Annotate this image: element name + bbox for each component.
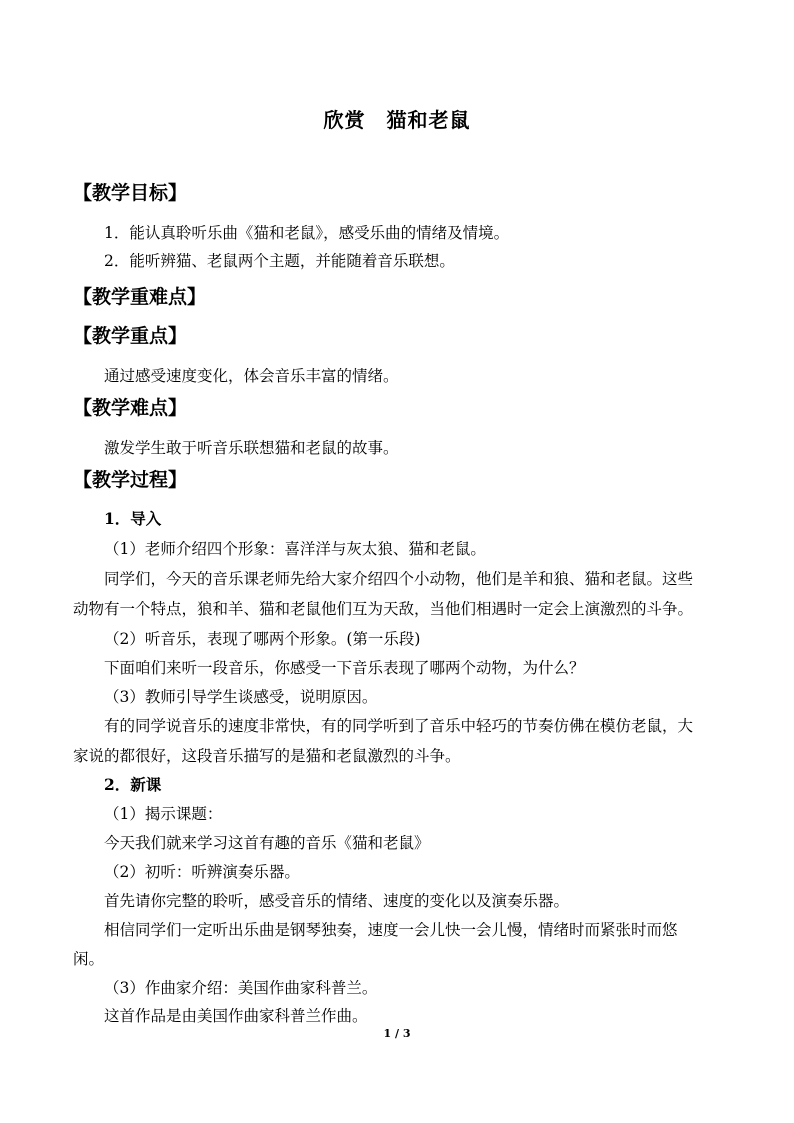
step-1-item-c: （2）听音乐，表现了哪两个形象。(第一乐段) [104, 630, 421, 648]
step-2-paragraph-e-line2: 闲。 [73, 950, 105, 968]
step-1-item-a: （1）老师介绍四个形象：喜洋洋与灰太狼、猫和老鼠。 [104, 540, 486, 558]
step-2-paragraph-b: 今天我们就来学习这首有趣的音乐《猫和老鼠》 [104, 834, 430, 852]
page-title: 欣赏 猫和老鼠 [323, 108, 471, 132]
step-2-item-f: （3）作曲家介绍：美国作曲家科普兰。 [104, 979, 378, 997]
step-2-paragraph-g: 这首作品是由美国作曲家科普兰作曲。 [104, 1007, 368, 1025]
difficult-points-text: 激发学生敢于听音乐联想猫和老鼠的故事。 [104, 439, 399, 457]
goal-item-1: 1．能认真聆听乐曲《猫和老鼠》，感受乐曲的情绪及情境。 [104, 224, 510, 242]
step-1-paragraph-b-line1: 同学们，今天的音乐课老师先给大家介绍四个小动物，他们是羊和狼、猫和老鼠。这些 [104, 570, 694, 588]
goal-item-2: 2．能听辨猫、老鼠两个主题，并能随着音乐联想。 [104, 252, 455, 270]
step-2-item-a: （1）揭示课题： [104, 805, 223, 823]
step-1-title: 1．导入 [104, 509, 162, 528]
step-2-paragraph-d: 首先请你完整的聆听，感受音乐的情绪、速度的变化以及演奏乐器。 [104, 892, 570, 910]
step-2-item-c: （2）初听：听辨演奏乐器。 [104, 863, 300, 881]
step-1-paragraph-f-line1: 有的同学说音乐的速度非常快，有的同学听到了音乐中轻巧的节奏仿佛在模仿老鼠，大 [104, 717, 694, 735]
heading-key-difficult: 【教学重难点】 [73, 286, 207, 308]
heading-key-points: 【教学重点】 [73, 325, 188, 347]
step-1-paragraph-f-line2: 家说的都很好，这段音乐描写的是猫和老鼠激烈的斗争。 [73, 747, 461, 765]
step-2-paragraph-e-line1: 相信同学们一定听出乐曲是钢琴独奏，速度一会儿快一会儿慢，情绪时而紧张时而悠 [104, 921, 678, 939]
step-1-paragraph-d: 下面咱们来听一段音乐，你感受一下音乐表现了哪两个动物，为什么？ [104, 659, 585, 677]
heading-teaching-goals: 【教学目标】 [73, 182, 188, 204]
heading-difficult-points: 【教学难点】 [73, 397, 188, 419]
heading-teaching-process: 【教学过程】 [73, 469, 188, 491]
step-2-title: 2．新课 [104, 775, 162, 794]
key-points-text: 通过感受速度变化，体会音乐丰富的情绪。 [104, 367, 399, 385]
step-1-paragraph-b-line2: 动物有一个特点，狼和羊、猫和老鼠他们互为天敌，当他们相遇时一定会上演激烈的斗争。 [73, 600, 694, 618]
step-1-item-e: （3）教师引导学生谈感受，说明原因。 [104, 688, 378, 706]
page-number: 1 / 3 [383, 1027, 411, 1040]
